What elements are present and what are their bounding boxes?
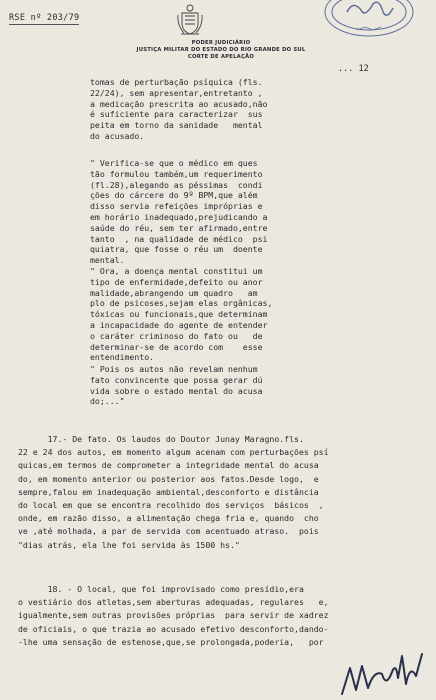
court-line-military-justice: JUSTIÇA MILITAR DO ESTADO DO RIO GRANDE DO SUL	[136, 47, 306, 53]
state-coat-of-arms-icon	[176, 3, 204, 37]
quoted-paragraph: " Pois os autos não revelam nenhum fato convincente que possa gerar dú vida sobre o estado mental do acusa do;..."	[90, 364, 263, 407]
body-paragraph-18: 18. - O local, que foi improvisado como presídio,era o vestiário dos atletas,sem aberturas adequadas, regulares e, igualmente,sem outras provisões próprias para servir de xadrez de oficiais, o que trazia ao acusado efetivo desconforto,dando- -lhe uma sensação de estenose,que,se prolongada,poderia, por	[18, 584, 329, 647]
court-line-judiciary: PODER JUDICIÁRIO	[191, 40, 251, 46]
court-line-appeals: CORTE DE APELAÇÃO	[187, 54, 255, 60]
court-header	[126, 40, 316, 61]
body-paragraph-17: 17.- De fato. Os laudos do Doutor Junay Maragno.fls. 22 e 24 dos autos, em momento algum acenam com perturbações psí quicas,em termos de comprometer a integridade mental do acusa do, em momento anterior ou posterior aos fatos.Desde logo, e sempre,falou em inadequação ambiental,desconforto e distância do local em que se encontra recolhido dos serviços básicos , onde, em razão disso, a alimentação chega fria e, quando cho ve ,até molhada, a par de servida com acentuado atraso. pois "dias atrás, ela lhe foi servida às 1500 hs."	[18, 434, 329, 550]
reference-underline	[9, 24, 79, 25]
quoted-paragraph: " Ora, a doença mental constitui um tipo de enfermidade,defeito ou anor malidade,abrangendo um quadro am plo de psicoses,sejam elas orgânicas, tóxicas ou funcionais,que determinam a incapacidade do agente de entender o caráter criminoso do fato ou de determinar-se de acordo com esse entendimento.	[90, 266, 273, 363]
case-reference: RSE nº 203/79	[9, 13, 80, 23]
official-stamp	[317, 0, 422, 40]
quoted-paragraph: " Verifica-se que o médico em ques tão formulou também,um requerimento (fl.28),alegando as péssimas condi ções do cárcere do 9º BPM,que além disso servia refeições impróprias e em horário inadequado,prejudicando a saúde do réu, sem ter afirmado,entre tanto , na qualidade de médico psi quiatra, que fosse o réu um doente mental.	[90, 158, 268, 266]
handwritten-signature	[336, 644, 434, 700]
page-number: ... 12	[338, 64, 369, 74]
quoted-paragraph: tomas de perturbação psíquica (fls. 22/24), sem apresentar,entretanto , a medicação prescrita ao acusado,não é suficiente para caracterizar sus peita em torno da sanidade mental do acusado.	[90, 77, 268, 141]
